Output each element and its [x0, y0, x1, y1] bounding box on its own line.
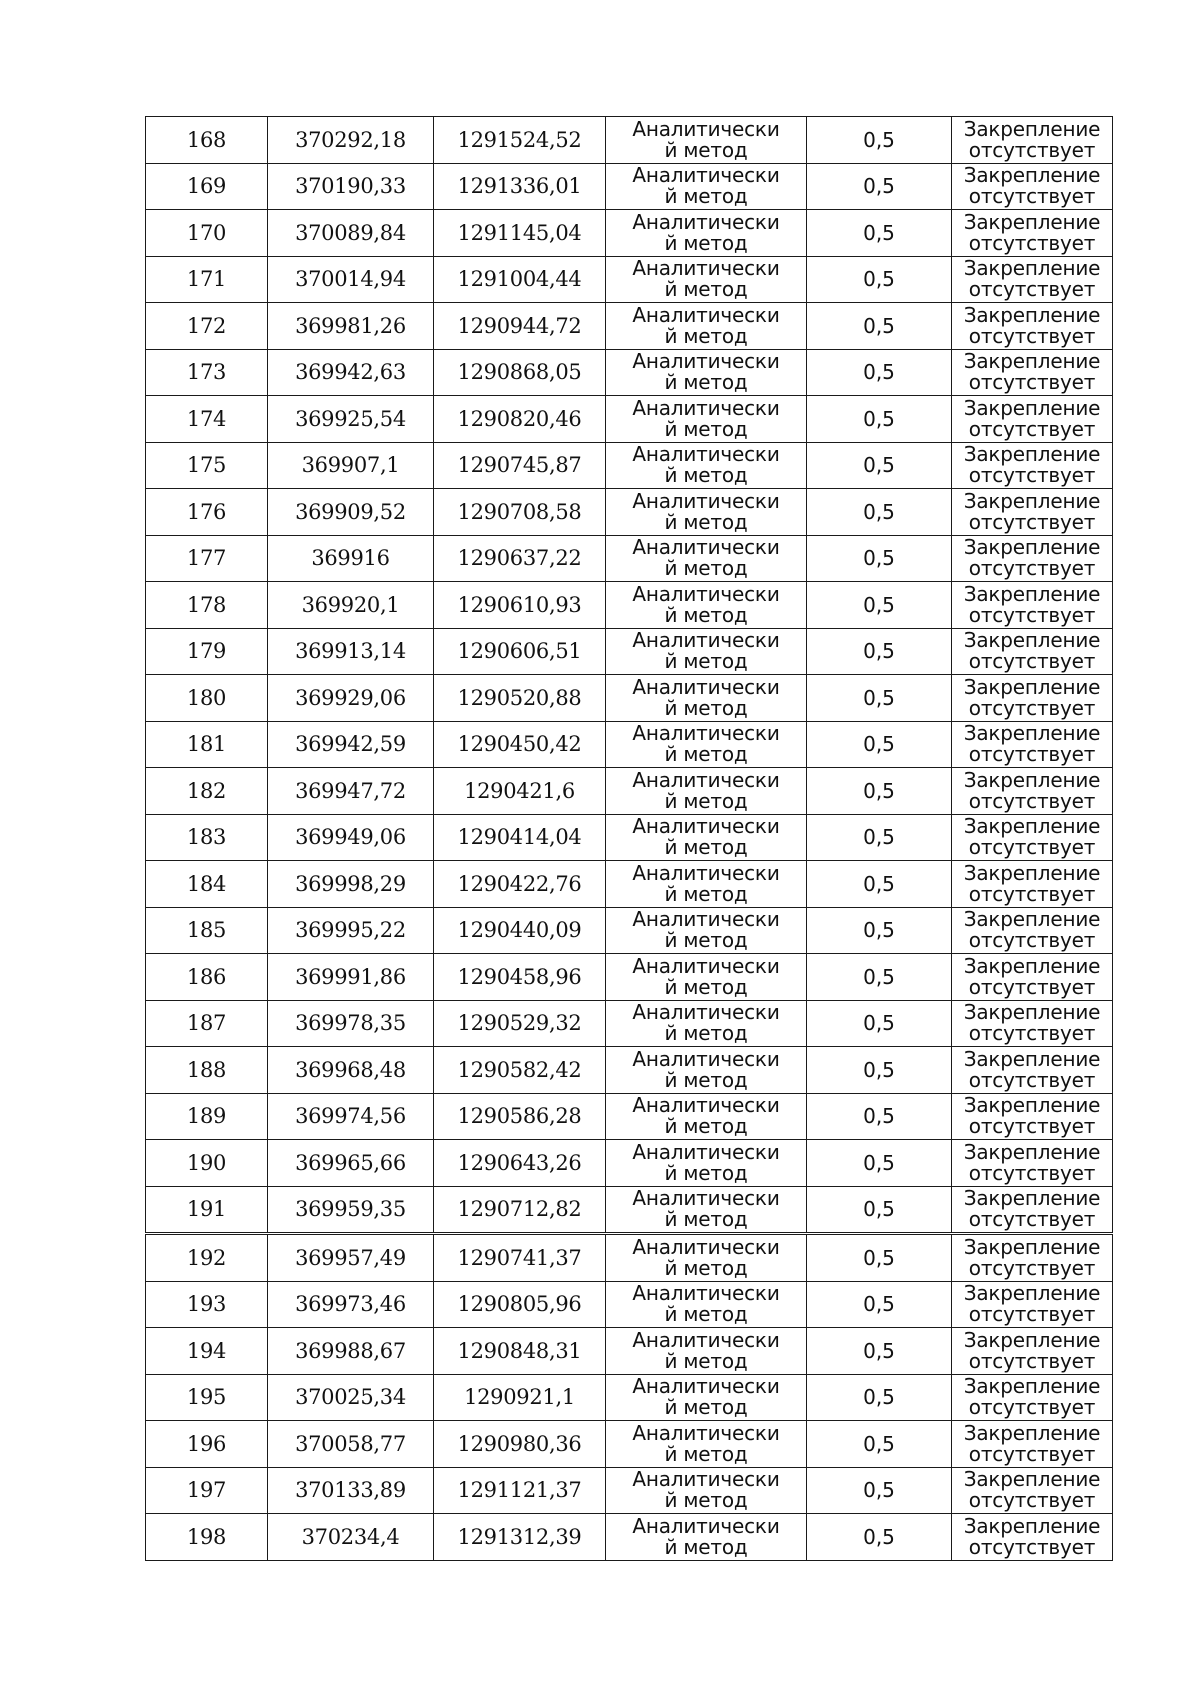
- accuracy-cell: 0,5: [807, 721, 952, 768]
- table-row: [146, 1047, 1113, 1094]
- y-coordinate-cell: 1290520,88: [434, 675, 606, 722]
- table-row: [146, 1140, 1113, 1187]
- x-coordinate-cell: 369959,35: [268, 1186, 434, 1234]
- method-cell: [606, 1047, 807, 1094]
- method-cell-text: Аналитический метод: [632, 488, 780, 534]
- x-coordinate-cell: 369913,14: [268, 628, 434, 675]
- accuracy-cell: 0,5: [807, 535, 952, 582]
- fixing-cell: [952, 1186, 1113, 1234]
- method-cell-text: Аналитический метод: [632, 116, 780, 162]
- x-coordinate-cell: 369995,22: [268, 907, 434, 954]
- point-number-cell: 193: [146, 1281, 268, 1328]
- accuracy-cell: 0,5: [807, 628, 952, 675]
- point-number-cell: 174: [146, 396, 268, 443]
- y-coordinate-cell: 1291004,44: [434, 256, 606, 303]
- method-cell-text: Аналитический метод: [632, 1327, 780, 1373]
- fixing-cell-text: Закрепление отсутствует: [963, 1186, 1101, 1232]
- accuracy-cell: 0,5: [807, 954, 952, 1001]
- x-coordinate-cell: 369947,72: [268, 768, 434, 815]
- table-row: [146, 1000, 1113, 1047]
- table-row: [146, 814, 1113, 861]
- point-number-cell: 194: [146, 1328, 268, 1375]
- method-cell-text: Аналитический метод: [632, 1000, 780, 1046]
- fixing-cell-text: Закрепление отсутствует: [963, 256, 1101, 302]
- method-cell-text: Аналитический метод: [632, 1046, 780, 1092]
- x-coordinate-cell: 369957,49: [268, 1234, 434, 1282]
- accuracy-cell: 0,5: [807, 1186, 952, 1234]
- table-row: [146, 396, 1113, 443]
- point-number-cell: 192: [146, 1234, 268, 1282]
- x-coordinate-cell: 369978,35: [268, 1000, 434, 1047]
- accuracy-cell: 0,5: [807, 1281, 952, 1328]
- fixing-cell: [952, 628, 1113, 675]
- method-cell: [606, 675, 807, 722]
- point-number-cell: 180: [146, 675, 268, 722]
- accuracy-cell: 0,5: [807, 1000, 952, 1047]
- method-cell-text: Аналитический метод: [632, 1374, 780, 1420]
- method-cell: [606, 1328, 807, 1375]
- method-cell-text: Аналитический метод: [632, 721, 780, 767]
- method-cell-text: Аналитический метод: [632, 628, 780, 674]
- table-row: [146, 628, 1113, 675]
- table-row: [146, 442, 1113, 489]
- method-cell-text: Аналитический метод: [632, 1420, 780, 1466]
- method-cell: [606, 1281, 807, 1328]
- point-number-cell: 188: [146, 1047, 268, 1094]
- method-cell-text: Аналитический метод: [632, 302, 780, 348]
- accuracy-cell: 0,5: [807, 349, 952, 396]
- table-row: [146, 721, 1113, 768]
- accuracy-cell: 0,5: [807, 117, 952, 164]
- accuracy-cell: 0,5: [807, 489, 952, 536]
- fixing-cell-text: Закрепление отсутствует: [963, 907, 1101, 953]
- method-cell-text: Аналитический метод: [632, 1467, 780, 1513]
- x-coordinate-cell: 369981,26: [268, 303, 434, 350]
- fixing-cell: [952, 1514, 1113, 1561]
- fixing-cell-text: Закрепление отсутствует: [963, 767, 1101, 813]
- fixing-cell: [952, 349, 1113, 396]
- y-coordinate-cell: 1290421,6: [434, 768, 606, 815]
- point-number-cell: 178: [146, 582, 268, 629]
- fixing-cell: [952, 1328, 1113, 1375]
- fixing-cell: [952, 117, 1113, 164]
- table-row: [146, 1281, 1113, 1328]
- fixing-cell: [952, 303, 1113, 350]
- method-cell-text: Аналитический метод: [632, 1093, 780, 1139]
- point-number-cell: 195: [146, 1374, 268, 1421]
- y-coordinate-cell: 1290440,09: [434, 907, 606, 954]
- point-number-cell: 196: [146, 1421, 268, 1468]
- fixing-cell-text: Закрепление отсутствует: [963, 814, 1101, 860]
- fixing-cell: [952, 442, 1113, 489]
- fixing-cell-text: Закрепление отсутствует: [963, 1513, 1101, 1559]
- fixing-cell: [952, 1000, 1113, 1047]
- fixing-cell-text: Закрепление отсутствует: [963, 349, 1101, 395]
- table-body: [146, 117, 1113, 1561]
- method-cell: [606, 442, 807, 489]
- y-coordinate-cell: 1290529,32: [434, 1000, 606, 1047]
- table-row: [146, 1514, 1113, 1561]
- fixing-cell: [952, 1047, 1113, 1094]
- fixing-cell-text: Закрепление отсутствует: [963, 395, 1101, 441]
- method-cell-text: Аналитический метод: [632, 1513, 780, 1559]
- method-cell-text: Аналитический метод: [632, 1186, 780, 1232]
- accuracy-cell: 0,5: [807, 163, 952, 210]
- table-row: [146, 768, 1113, 815]
- y-coordinate-cell: 1290741,37: [434, 1234, 606, 1282]
- table-row: [146, 582, 1113, 629]
- method-cell: [606, 954, 807, 1001]
- method-cell-text: Аналитический метод: [632, 767, 780, 813]
- fixing-cell: [952, 489, 1113, 536]
- y-coordinate-cell: 1291312,39: [434, 1514, 606, 1561]
- accuracy-cell: 0,5: [807, 1093, 952, 1140]
- table-row: [146, 954, 1113, 1001]
- table-row: [146, 210, 1113, 257]
- fixing-cell: [952, 1421, 1113, 1468]
- method-cell-text: Аналитический метод: [632, 1234, 780, 1280]
- x-coordinate-cell: 370014,94: [268, 256, 434, 303]
- fixing-cell-text: Закрепление отсутствует: [963, 1467, 1101, 1513]
- method-cell: [606, 768, 807, 815]
- coordinates-table: [145, 116, 1113, 1561]
- point-number-cell: 168: [146, 117, 268, 164]
- point-number-cell: 177: [146, 535, 268, 582]
- x-coordinate-cell: 369991,86: [268, 954, 434, 1001]
- accuracy-cell: 0,5: [807, 442, 952, 489]
- fixing-cell-text: Закрепление отсутствует: [963, 1420, 1101, 1466]
- x-coordinate-cell: 369965,66: [268, 1140, 434, 1187]
- x-coordinate-cell: 369968,48: [268, 1047, 434, 1094]
- fixing-cell-text: Закрепление отсутствует: [963, 1000, 1101, 1046]
- fixing-cell-text: Закрепление отсутствует: [963, 1046, 1101, 1092]
- method-cell: [606, 1467, 807, 1514]
- x-coordinate-cell: 370234,4: [268, 1514, 434, 1561]
- accuracy-cell: 0,5: [807, 1047, 952, 1094]
- fixing-cell: [952, 907, 1113, 954]
- table-row: [146, 489, 1113, 536]
- y-coordinate-cell: 1290422,76: [434, 861, 606, 908]
- method-cell-text: Аналитический метод: [632, 953, 780, 999]
- y-coordinate-cell: 1290944,72: [434, 303, 606, 350]
- method-cell: [606, 814, 807, 861]
- y-coordinate-cell: 1290712,82: [434, 1186, 606, 1234]
- accuracy-cell: 0,5: [807, 1234, 952, 1282]
- fixing-cell: [952, 1140, 1113, 1187]
- fixing-cell-text: Закрепление отсутствует: [963, 953, 1101, 999]
- y-coordinate-cell: 1291524,52: [434, 117, 606, 164]
- y-coordinate-cell: 1290745,87: [434, 442, 606, 489]
- table-row: [146, 349, 1113, 396]
- method-cell: [606, 1234, 807, 1282]
- y-coordinate-cell: 1290980,36: [434, 1421, 606, 1468]
- point-number-cell: 172: [146, 303, 268, 350]
- accuracy-cell: 0,5: [807, 396, 952, 443]
- method-cell: [606, 1140, 807, 1187]
- method-cell: [606, 861, 807, 908]
- y-coordinate-cell: 1290450,42: [434, 721, 606, 768]
- point-number-cell: 190: [146, 1140, 268, 1187]
- method-cell: [606, 303, 807, 350]
- y-coordinate-cell: 1290610,93: [434, 582, 606, 629]
- point-number-cell: 182: [146, 768, 268, 815]
- method-cell-text: Аналитический метод: [632, 209, 780, 255]
- accuracy-cell: 0,5: [807, 303, 952, 350]
- table-row: [146, 1374, 1113, 1421]
- method-cell: [606, 117, 807, 164]
- y-coordinate-cell: 1290820,46: [434, 396, 606, 443]
- method-cell: [606, 1186, 807, 1234]
- fixing-cell-text: Закрепление отсутствует: [963, 581, 1101, 627]
- table-row: [146, 535, 1113, 582]
- fixing-cell-text: Закрепление отсутствует: [963, 535, 1101, 581]
- method-cell-text: Аналитический метод: [632, 163, 780, 209]
- method-cell: [606, 1514, 807, 1561]
- method-cell-text: Аналитический метод: [632, 860, 780, 906]
- method-cell: [606, 256, 807, 303]
- point-number-cell: 189: [146, 1093, 268, 1140]
- table-row: [146, 907, 1113, 954]
- table-row: [146, 1234, 1113, 1282]
- method-cell-text: Аналитический метод: [632, 442, 780, 488]
- y-coordinate-cell: 1290848,31: [434, 1328, 606, 1375]
- point-number-cell: 197: [146, 1467, 268, 1514]
- table-row: [146, 303, 1113, 350]
- point-number-cell: 170: [146, 210, 268, 257]
- method-cell: [606, 163, 807, 210]
- point-number-cell: 169: [146, 163, 268, 210]
- x-coordinate-cell: 369929,06: [268, 675, 434, 722]
- table-row: [146, 117, 1113, 164]
- y-coordinate-cell: 1290586,28: [434, 1093, 606, 1140]
- fixing-cell-text: Закрепление отсутствует: [963, 674, 1101, 720]
- point-number-cell: 191: [146, 1186, 268, 1234]
- method-cell-text: Аналитический метод: [632, 581, 780, 627]
- method-cell: [606, 1000, 807, 1047]
- method-cell-text: Аналитический метод: [632, 907, 780, 953]
- fixing-cell: [952, 768, 1113, 815]
- fixing-cell-text: Закрепление отсутствует: [963, 302, 1101, 348]
- table-row: [146, 1186, 1113, 1234]
- x-coordinate-cell: 369942,59: [268, 721, 434, 768]
- x-coordinate-cell: 370058,77: [268, 1421, 434, 1468]
- point-number-cell: 186: [146, 954, 268, 1001]
- accuracy-cell: 0,5: [807, 1421, 952, 1468]
- accuracy-cell: 0,5: [807, 582, 952, 629]
- method-cell-text: Аналитический метод: [632, 535, 780, 581]
- fixing-cell-text: Закрепление отсутствует: [963, 1327, 1101, 1373]
- method-cell: [606, 210, 807, 257]
- method-cell: [606, 582, 807, 629]
- y-coordinate-cell: 1290606,51: [434, 628, 606, 675]
- fixing-cell: [952, 1234, 1113, 1282]
- fixing-cell: [952, 1467, 1113, 1514]
- accuracy-cell: 0,5: [807, 675, 952, 722]
- y-coordinate-cell: 1290458,96: [434, 954, 606, 1001]
- point-number-cell: 173: [146, 349, 268, 396]
- point-number-cell: 171: [146, 256, 268, 303]
- y-coordinate-cell: 1290708,58: [434, 489, 606, 536]
- point-number-cell: 179: [146, 628, 268, 675]
- fixing-cell: [952, 814, 1113, 861]
- y-coordinate-cell: 1290921,1: [434, 1374, 606, 1421]
- fixing-cell-text: Закрепление отсутствует: [963, 1139, 1101, 1185]
- x-coordinate-cell: 369916: [268, 535, 434, 582]
- method-cell: [606, 1374, 807, 1421]
- y-coordinate-cell: 1291121,37: [434, 1467, 606, 1514]
- fixing-cell-text: Закрепление отсутствует: [963, 628, 1101, 674]
- point-number-cell: 184: [146, 861, 268, 908]
- x-coordinate-cell: 370025,34: [268, 1374, 434, 1421]
- fixing-cell-text: Закрепление отсутствует: [963, 442, 1101, 488]
- accuracy-cell: 0,5: [807, 1514, 952, 1561]
- x-coordinate-cell: 370133,89: [268, 1467, 434, 1514]
- y-coordinate-cell: 1291145,04: [434, 210, 606, 257]
- fixing-cell-text: Закрепление отсутствует: [963, 1234, 1101, 1280]
- x-coordinate-cell: 369973,46: [268, 1281, 434, 1328]
- point-number-cell: 185: [146, 907, 268, 954]
- accuracy-cell: 0,5: [807, 907, 952, 954]
- x-coordinate-cell: 369942,63: [268, 349, 434, 396]
- method-cell: [606, 1093, 807, 1140]
- y-coordinate-cell: 1290868,05: [434, 349, 606, 396]
- point-number-cell: 187: [146, 1000, 268, 1047]
- method-cell-text: Аналитический метод: [632, 395, 780, 441]
- fixing-cell-text: Закрепление отсутствует: [963, 163, 1101, 209]
- fixing-cell-text: Закрепление отсутствует: [963, 209, 1101, 255]
- x-coordinate-cell: 370292,18: [268, 117, 434, 164]
- y-coordinate-cell: 1290414,04: [434, 814, 606, 861]
- x-coordinate-cell: 369998,29: [268, 861, 434, 908]
- fixing-cell: [952, 861, 1113, 908]
- x-coordinate-cell: 370089,84: [268, 210, 434, 257]
- table-row: [146, 256, 1113, 303]
- method-cell: [606, 349, 807, 396]
- accuracy-cell: 0,5: [807, 1140, 952, 1187]
- fixing-cell-text: Закрепление отсутствует: [963, 860, 1101, 906]
- accuracy-cell: 0,5: [807, 768, 952, 815]
- method-cell: [606, 396, 807, 443]
- fixing-cell: [952, 210, 1113, 257]
- method-cell: [606, 628, 807, 675]
- method-cell-text: Аналитический метод: [632, 349, 780, 395]
- point-number-cell: 175: [146, 442, 268, 489]
- point-number-cell: 183: [146, 814, 268, 861]
- accuracy-cell: 0,5: [807, 1374, 952, 1421]
- fixing-cell: [952, 256, 1113, 303]
- method-cell-text: Аналитический метод: [632, 814, 780, 860]
- x-coordinate-cell: 369925,54: [268, 396, 434, 443]
- y-coordinate-cell: 1290637,22: [434, 535, 606, 582]
- y-coordinate-cell: 1290582,42: [434, 1047, 606, 1094]
- fixing-cell: [952, 535, 1113, 582]
- method-cell-text: Аналитический метод: [632, 1139, 780, 1185]
- table-row: [146, 1467, 1113, 1514]
- method-cell: [606, 535, 807, 582]
- accuracy-cell: 0,5: [807, 814, 952, 861]
- fixing-cell: [952, 675, 1113, 722]
- y-coordinate-cell: 1291336,01: [434, 163, 606, 210]
- x-coordinate-cell: 370190,33: [268, 163, 434, 210]
- fixing-cell-text: Закрепление отсутствует: [963, 721, 1101, 767]
- point-number-cell: 181: [146, 721, 268, 768]
- table-row: [146, 861, 1113, 908]
- accuracy-cell: 0,5: [807, 861, 952, 908]
- fixing-cell-text: Закрепление отсутствует: [963, 1093, 1101, 1139]
- fixing-cell: [952, 582, 1113, 629]
- table-row: [146, 163, 1113, 210]
- point-number-cell: 176: [146, 489, 268, 536]
- accuracy-cell: 0,5: [807, 1328, 952, 1375]
- fixing-cell-text: Закрепление отсутствует: [963, 1281, 1101, 1327]
- accuracy-cell: 0,5: [807, 1467, 952, 1514]
- method-cell-text: Аналитический метод: [632, 674, 780, 720]
- fixing-cell: [952, 163, 1113, 210]
- table-row: [146, 1328, 1113, 1375]
- fixing-cell: [952, 954, 1113, 1001]
- method-cell: [606, 1421, 807, 1468]
- x-coordinate-cell: 369974,56: [268, 1093, 434, 1140]
- fixing-cell: [952, 1281, 1113, 1328]
- method-cell: [606, 721, 807, 768]
- fixing-cell: [952, 1093, 1113, 1140]
- x-coordinate-cell: 369988,67: [268, 1328, 434, 1375]
- point-number-cell: 198: [146, 1514, 268, 1561]
- table-row: [146, 1093, 1113, 1140]
- fixing-cell-text: Закрепление отсутствует: [963, 116, 1101, 162]
- fixing-cell: [952, 721, 1113, 768]
- x-coordinate-cell: 369909,52: [268, 489, 434, 536]
- method-cell: [606, 907, 807, 954]
- method-cell: [606, 489, 807, 536]
- accuracy-cell: 0,5: [807, 256, 952, 303]
- y-coordinate-cell: 1290805,96: [434, 1281, 606, 1328]
- table-row: [146, 675, 1113, 722]
- table-row: [146, 1421, 1113, 1468]
- fixing-cell: [952, 1374, 1113, 1421]
- method-cell-text: Аналитический метод: [632, 256, 780, 302]
- fixing-cell: [952, 396, 1113, 443]
- fixing-cell-text: Закрепление отсутствует: [963, 488, 1101, 534]
- fixing-cell-text: Закрепление отсутствует: [963, 1374, 1101, 1420]
- method-cell-text: Аналитический метод: [632, 1281, 780, 1327]
- accuracy-cell: 0,5: [807, 210, 952, 257]
- x-coordinate-cell: 369907,1: [268, 442, 434, 489]
- x-coordinate-cell: 369920,1: [268, 582, 434, 629]
- x-coordinate-cell: 369949,06: [268, 814, 434, 861]
- y-coordinate-cell: 1290643,26: [434, 1140, 606, 1187]
